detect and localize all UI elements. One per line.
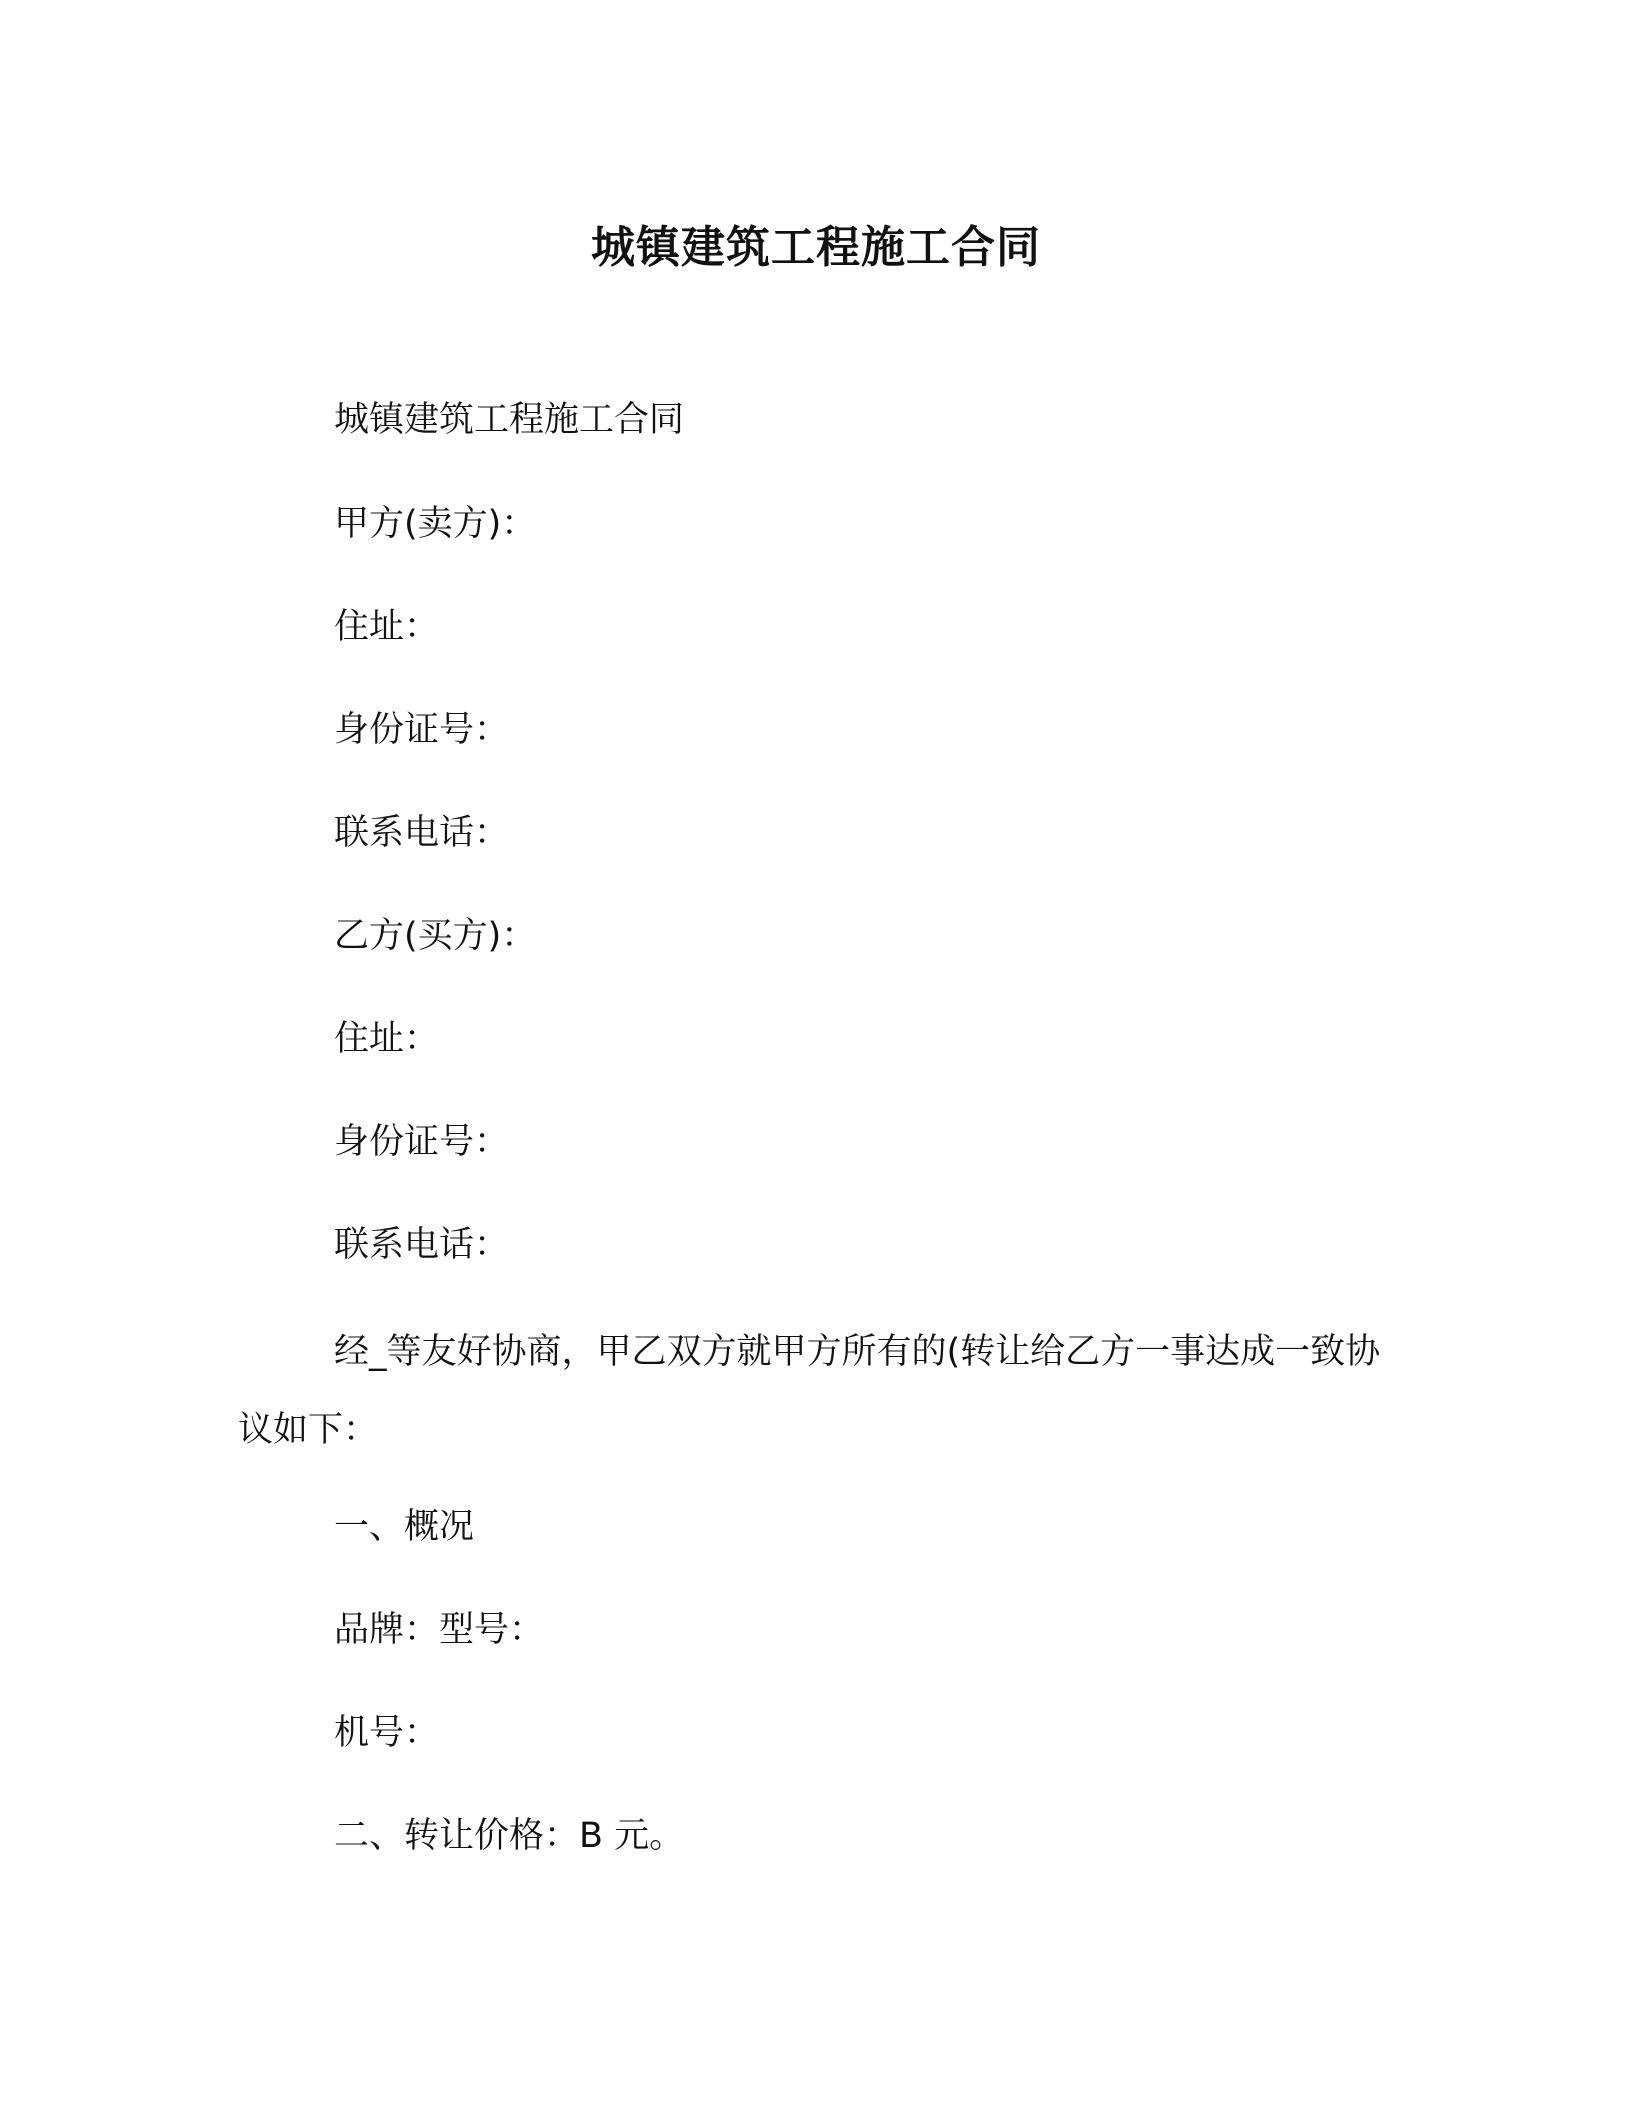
document-title: 城镇建筑工程施工合同 [591,222,1041,273]
party-b-label: 乙方(买方)： [334,916,537,956]
party-b-address: 住址： [334,1019,440,1059]
brand-model-line: 品牌：型号： [334,1610,545,1650]
agreement-intro-paragraph: 经_等友好协商，甲乙双方就甲方所有的(转让给乙方一事达成一致协议如下： [238,1332,1381,1450]
section-1-heading: 一、概况 [334,1507,475,1547]
party-b-id-number: 身份证号： [334,1122,510,1162]
section-2-heading: 二、转让价格：B 元。 [334,1816,685,1856]
machine-number-line: 机号： [334,1713,440,1753]
contract-name-line: 城镇建筑工程施工合同 [334,400,685,440]
party-a-address: 住址： [334,607,440,647]
party-a-id-number: 身份证号： [334,710,510,750]
party-b-phone: 联系电话： [334,1225,510,1265]
party-a-label: 甲方(卖方)： [334,504,537,544]
party-a-phone: 联系电话： [334,813,510,853]
